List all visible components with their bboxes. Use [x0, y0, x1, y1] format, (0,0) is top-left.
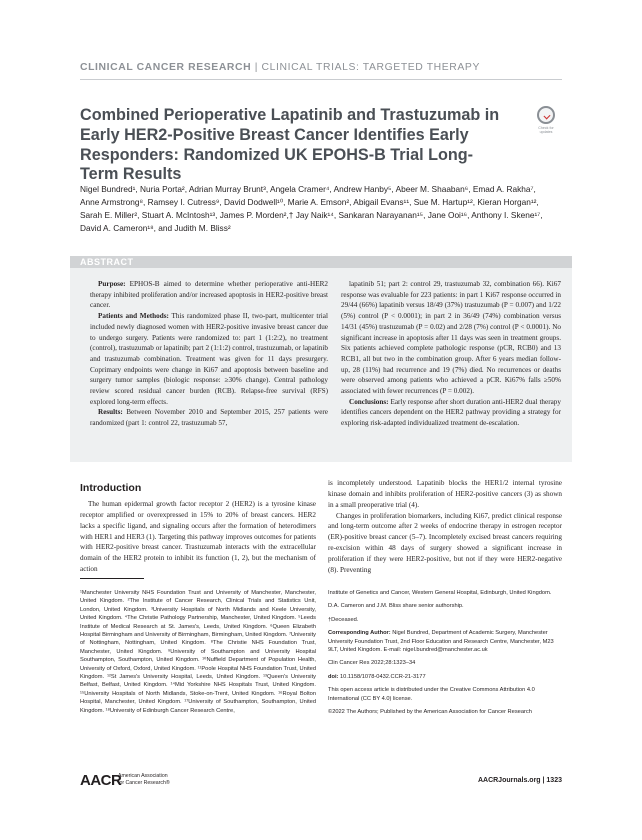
aacr-logo[interactable] [80, 771, 190, 795]
author-list [80, 183, 564, 235]
article-note-label: Corresponding Author: [328, 630, 391, 637]
check-for-updates-icon [537, 106, 555, 124]
header-rule [80, 79, 562, 80]
article-note [328, 602, 562, 610]
introduction-paragraph: The human epidermal growth factor receptor 2 (HER2) is a tyrosine kinase receptor amplified or overexpressed in 15% to 20% of breast cancers. HER2 lacks a specific ligand, and signaling occurs after the formation of heterodimers with HER1 and HER3 (1). Targeting this pathway improves outcomes for patients with HER2-positive breast cancer. Trastuzumab interacts with the extracellular domain of the HER2 protein to inhibit its function (1, 2), but the mechanism of action [80, 500, 316, 574]
org-name-line: for Cancer Research® [118, 779, 170, 786]
abstract-paragraph [341, 279, 561, 397]
introduction-column-left [80, 499, 316, 575]
author-name: Anne Armstrong⁸, [80, 197, 146, 207]
article-note [328, 659, 562, 667]
introduction-column-right [328, 478, 562, 576]
article-notes [328, 589, 562, 721]
affiliations-footnote: ¹Manchester University NHS Foundation Trust and University of Manchester, Manchester, United Kingdom. ²The Institute of Cancer Research, Clinical Trials and Statistics Unit, London, United Kingdom. ³University Hospitals of North Midlands and Keele University, United Kingdom. ⁴The Christie Pathology Partnership, Manchester, United Kingdom. ⁵Leeds Institute of Medical Research at St. James's, Leeds, United Kingdom. ⁶Queen Elizabeth Hospital Birmingham and University of Birmingham, Birmingham, United Kingdom. ⁷University of Nottingham, Nottingham, United Kingdom. ⁸The Christie NHS Foundation Trust, Manchester, United Kingdom. ⁹University of Southampton and University Hospital Southampton, Southampton, United Kingdom. ¹⁰Nuffield Department of Population Health, University of Oxford, Oxford, United Kingdom. ¹¹Poole Hospital NHS Foundation Trust, United Kingdom. ¹²St James's University Hospital, Leeds, United Kingdom. ¹³Queen's University Belfast, Belfast, United Kingdom. ¹⁴Mid Yorkshire NHS Hospitals Trust, United Kingdom. ¹⁵University Hospitals of North Midlands, Stoke-on-Trent, United Kingdom. ¹⁶Royal Bolton Hospital, Manchester, United Kingdom. ¹⁷University of Southampton, Southampton, United Kingdom. ¹⁸University of Edinburgh Cancer Research Centre, [80, 590, 316, 714]
section-name: CLINICAL TRIALS: TARGETED THERAPY [261, 62, 480, 73]
abstract-paragraph [90, 407, 328, 428]
author-name: Sarah E. Miller², [80, 210, 140, 220]
abstract-paragraph-text: This randomized phase II, two-part, multicenter trial included newly diagnosed women with HER2-positive invasive breast cancer due to undergo surgery. Patients were randomized to: part 1 (1:2:2), no treatment (control), trastuzumab or lapatinib; part 2 (1:1:2) control, trastuzumab, or lapatinib and trastuzumab combination. Treatment was given for 11 days presurgery. Coprimary endpoints were change in Ki67 and apoptosis between baseline and surgery tumor samples (biologic response: ≥30% change). Central pathology review scored residual cancer burden (RCB). Relapse-free survival (RFS) explored long-term effects. [90, 312, 328, 406]
article-title: Combined Perioperative Lapatinib and Trastuzumab in Early HER2-Positive Breast Cancer Identifies Early Responders: Randomized UK EPOHS-B Trial Long-Term Results [80, 106, 500, 184]
abstract-paragraph-text: Early response after short duration anti-HER2 dual therapy identifies cancers dependent on the HER2 pathway providing a strategy for exploring risk-adapted individualized treatment de-escalation. [341, 397, 561, 428]
abstract-paragraph-label: Patients and Methods: [98, 312, 169, 321]
author-name: Sankaran Narayanan¹⁵, [338, 210, 426, 220]
article-note-label: doi: [328, 673, 339, 680]
journal-site-and-page[interactable]: AACRJournals.org | 1323 [477, 777, 562, 784]
author-name: and Judith M. Bliss² [158, 223, 231, 233]
abstract-paragraph-text: Between November 2010 and September 2015, 257 patients were randomized (part 1: control 22, trastuzumab 57, [90, 408, 328, 428]
abstract-paragraph-label: Purpose: [98, 280, 126, 288]
abstract-heading-bar [70, 256, 572, 268]
org-name-line: American Association [118, 773, 168, 779]
abstract-column-right [341, 279, 561, 429]
article-note-text: D.A. Cameron and J.M. Bliss share senior authorship. [328, 603, 464, 610]
aacr-logo-mark: AACR [80, 772, 122, 789]
header-separator: | [254, 62, 259, 73]
abstract-paragraph-label: Results: [98, 408, 123, 417]
abstract-paragraph [341, 397, 561, 429]
aacr-org-name [118, 773, 170, 786]
article-note [328, 673, 562, 681]
author-name: David A. Cameron¹⁸, [80, 223, 156, 233]
article-note [328, 616, 562, 624]
journal-header [80, 62, 600, 73]
author-name: Nigel Bundred¹, [80, 184, 138, 194]
author-name: Adrian Murray Brunt³, [188, 184, 269, 194]
article-note [328, 589, 562, 597]
article-note [328, 629, 562, 654]
author-name: James P. Morden²,† [219, 210, 294, 220]
article-note-text: This open access article is distributed under the Creative Commons Attribution 4.0 International (CC BY 4.0) license. [328, 687, 535, 702]
introduction-paragraph: is incompletely understood. Lapatinib blocks the HER1/2 internal tyrosine kinase domain and inhibits proliferation of HER2-positive cancers (3) as shown in a small preoperative trial (4). [328, 479, 562, 509]
author-name: Jay Naik¹⁴, [295, 210, 337, 220]
article-note-text: Nigel Bundred, Department of Academic Surgery, Manchester University Foundation Trust, 2nd Floor Education and Research Centre, Manchester, M23 9LT, United Kingdom. E-mail: nigel.bundred@manchester.ac.uk [328, 630, 554, 654]
abstract-heading: ABSTRACT [80, 257, 134, 267]
article-note [328, 708, 562, 716]
check-for-updates-badge[interactable] [533, 106, 559, 142]
author-name: Stuart A. McIntosh¹³, [141, 210, 218, 220]
introduction-heading: Introduction [80, 482, 142, 494]
author-name: David Dodwell¹⁰, [224, 197, 286, 207]
abstract-paragraph-label: Conclusions: [349, 397, 389, 406]
abstract-column-left [90, 279, 328, 429]
author-name: Jane Ooi¹⁶, [427, 210, 470, 220]
abstract-paragraph-text: EPHOS-B aimed to determine whether perioperative anti-HER2 therapy inhibited proliferation and/or increased apoptosis in HER2-positive breast cancer. [90, 280, 328, 310]
abstract-paragraph [90, 311, 328, 407]
author-name: Angela Cramer⁴, [270, 184, 332, 194]
author-name: Nuria Porta², [139, 184, 187, 194]
author-name: Anthony I. Skene¹⁷, [471, 210, 543, 220]
author-name: Marie A. Emson², [287, 197, 352, 207]
footnote-rule [80, 578, 144, 579]
article-note-text: 10.1158/1078-0432.CCR-21-3177 [338, 673, 426, 680]
journal-name: CLINICAL CANCER RESEARCH [80, 62, 252, 73]
article-note-text: Institute of Genetics and Cancer, Western General Hospital, Edinburgh, United Kingdom. [328, 590, 552, 596]
introduction-paragraph: Changes in proliferation biomarkers, including Ki67, predict clinical response and long-term outcome after 2 weeks of endocrine therapy in estrogen receptor (ER)-positive breast cancer (5–7). Incompletely excised breast cancers requiring re-excision within 48 days of surgery showed a significant increase in proliferation if they were HER2-positive, but not if they were HER2-negative (8). Preventing [328, 511, 562, 574]
abstract-paragraph-text: lapatinib 51; part 2: control 29, trastuzumab 32, combination 66). Ki67 response was evaluable for 223 patients: in part 1 Ki67 response occurred in 29/44 (66%) lapatinib versus 18/49 (37%) trastuzumab (P = 0.007) and 1/22 (5%) control (P < 0.0001); in part 2 in 36/49 (74%) combination versus 14/31 (45%) trastuzumab (P = 0.02) and 2/28 (7%) control (P < 0.0001). No significant increase in apoptosis after 11 days was seen in treatment groups. Six patients achieved complete pathologic response (pCR, RCB0) and 13 RCB1, all but two in the combination group. After 6 years median follow-up, 28 (11%) had recurrence and 19 (7%) died. No recurrences or deaths were observed among patients who achieved a pCR. Ki67% falls ≥50% associated with fewer recurrences (P = 0.002). [341, 280, 561, 396]
article-note-text: †Deceased. [328, 616, 359, 623]
author-name: Kieran Horgan¹², [477, 197, 539, 207]
author-name: Abigail Evans¹¹, [353, 197, 412, 207]
check-for-updates-label: Check for updates [538, 126, 554, 135]
article-note-text: ©2022 The Authors; Published by the American Association for Cancer Research [328, 709, 532, 716]
author-name: Abeer M. Shaaban⁶, [395, 184, 471, 194]
article-note [328, 686, 562, 703]
author-name: Andrew Hanby⁵, [333, 184, 394, 194]
author-name: Sue M. Hartup¹², [413, 197, 476, 207]
author-name: Ramsey I. Cutress⁹, [147, 197, 222, 207]
article-note-text: Clin Cancer Res 2022;28:1323–34 [328, 660, 416, 667]
author-name: Emad A. Rakha⁷, [472, 184, 536, 194]
abstract-paragraph [90, 279, 328, 311]
